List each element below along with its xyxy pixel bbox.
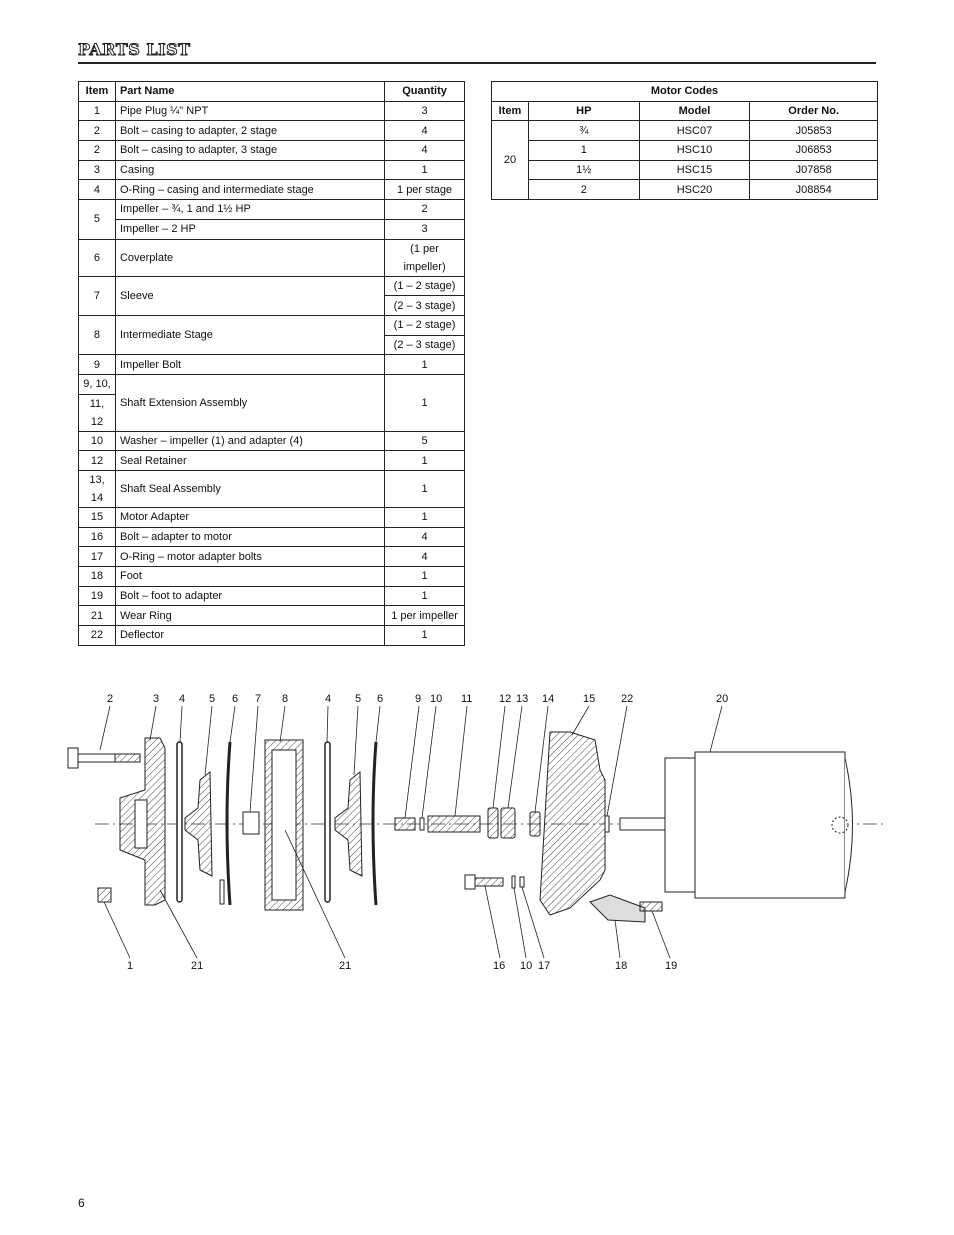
callout-label: 4	[179, 693, 186, 705]
header-part-name: Part Name	[115, 82, 384, 102]
table-row	[79, 586, 465, 606]
table-row	[79, 121, 465, 141]
shaft-seal-part	[501, 808, 515, 838]
table-row	[79, 374, 465, 394]
item-cell: 12	[79, 451, 116, 471]
callout-label: 17	[538, 960, 551, 972]
table-row	[492, 141, 878, 161]
table-row	[79, 219, 465, 239]
part-name-cell: Bolt – casing to adapter, 2 stage	[115, 121, 384, 141]
quantity-cell: 5	[385, 431, 465, 451]
table-row	[79, 431, 465, 451]
part-name-cell: Motor Adapter	[115, 508, 384, 528]
o-ring-part	[177, 742, 182, 902]
part-name-cell: O-Ring – motor adapter bolts	[115, 547, 384, 567]
order-no-cell: J08854	[750, 180, 878, 200]
table-row	[492, 160, 878, 180]
callout-label: 21	[339, 960, 352, 972]
sleeve-part	[243, 812, 259, 834]
item-cell: 2	[79, 141, 116, 161]
quantity-cell: 2	[385, 200, 465, 220]
intermediate-stage-part	[265, 740, 303, 910]
item-cell: 15	[79, 508, 116, 528]
quantity-cell: 1	[385, 471, 465, 508]
hp-cell: 2	[528, 180, 639, 200]
callout-label: 11	[461, 693, 473, 705]
item-cell: 1	[79, 101, 116, 121]
quantity-cell: (2 – 3 stage)	[385, 296, 465, 316]
part-name-cell: Wear Ring	[115, 606, 384, 626]
seal-retainer-part	[488, 808, 498, 838]
quantity-cell: 1	[385, 355, 465, 375]
page-title: PARTS LIST	[78, 40, 191, 59]
quantity-cell: 4	[385, 547, 465, 567]
motor-header-row	[492, 101, 878, 121]
casing-bolt-part	[68, 748, 140, 768]
seal-seat-part	[530, 812, 540, 836]
callout-label: 15	[583, 693, 596, 705]
motor-adapter-part	[540, 732, 605, 915]
callout-label: 12	[499, 693, 512, 705]
callout-label: 14	[542, 693, 555, 705]
part-name-cell: Pipe Plug ¼" NPT	[115, 101, 384, 121]
callout-label: 4	[325, 693, 332, 705]
deflector-part	[605, 816, 609, 832]
wear-ring-part	[220, 880, 224, 904]
item-cell: 18	[79, 567, 116, 587]
quantity-cell: 1	[385, 508, 465, 528]
item-cell: 21	[79, 606, 116, 626]
table-row	[492, 180, 878, 200]
callout-label: 5	[209, 693, 216, 705]
motor-part	[665, 752, 853, 898]
table-row	[79, 606, 465, 626]
quantity-cell: (1 – 2 stage)	[385, 315, 465, 335]
part-name-cell: Deflector	[115, 626, 384, 646]
hp-cell: 1	[528, 141, 639, 161]
quantity-cell: 1	[385, 374, 465, 431]
callout-label: 6	[232, 693, 239, 705]
header-item: Item	[79, 82, 116, 102]
part-name-cell: Coverplate	[115, 239, 384, 276]
table-row	[79, 180, 465, 200]
header-model: Model	[639, 101, 750, 121]
table-row	[79, 239, 465, 276]
table-row	[79, 160, 465, 180]
model-cell: HSC15	[639, 160, 750, 180]
table-row	[79, 547, 465, 567]
part-name-cell: Bolt – adapter to motor	[115, 527, 384, 547]
quantity-cell: (1 – 2 stage)	[385, 276, 465, 296]
item-cell: 19	[79, 586, 116, 606]
table-row	[79, 451, 465, 471]
quantity-cell: 1	[385, 160, 465, 180]
quantity-cell: 1	[385, 586, 465, 606]
quantity-cell: 1 per impeller	[385, 606, 465, 626]
title-rule	[78, 62, 876, 64]
callout-label: 10	[430, 693, 443, 705]
part-name-cell: Impeller – ¾, 1 and 1½ HP	[115, 200, 384, 220]
table-row	[79, 471, 465, 508]
part-name-cell: Washer – impeller (1) and adapter (4)	[115, 431, 384, 451]
coverplate-part	[227, 742, 230, 905]
callout-label: 6	[377, 693, 384, 705]
callout-label: 20	[716, 693, 729, 705]
item-cell: 7	[79, 276, 116, 315]
callout-label: 8	[282, 693, 289, 705]
motor-caption-row	[492, 82, 878, 102]
model-cell: HSC20	[639, 180, 750, 200]
coverplate-part-2	[373, 742, 376, 905]
part-name-cell: Impeller – 2 HP	[115, 219, 384, 239]
motor-shaft-part	[620, 818, 665, 830]
page-number: 6	[78, 1196, 85, 1210]
washer-part	[420, 818, 424, 830]
quantity-cell: 3	[385, 101, 465, 121]
callout-label: 1	[127, 960, 134, 972]
table-row	[79, 508, 465, 528]
table-row	[79, 626, 465, 646]
part-name-cell: Foot	[115, 567, 384, 587]
callout-label: 18	[615, 960, 628, 972]
part-name-cell: Impeller Bolt	[115, 355, 384, 375]
item-cell: 16	[79, 527, 116, 547]
header-quantity: Quantity	[385, 82, 465, 102]
foot-part	[590, 895, 645, 922]
callout-label: 2	[107, 693, 114, 705]
quantity-cell: 1	[385, 567, 465, 587]
top-callouts	[107, 693, 728, 705]
part-name-cell: Shaft Seal Assembly	[115, 471, 384, 508]
item-cell: 9	[79, 355, 116, 375]
model-cell: HSC10	[639, 141, 750, 161]
item-cell: 17	[79, 547, 116, 567]
callout-label: 22	[621, 693, 634, 705]
part-name-cell: Seal Retainer	[115, 451, 384, 471]
table-row	[79, 355, 465, 375]
part-name-cell: Bolt – casing to adapter, 3 stage	[115, 141, 384, 161]
part-name-cell: Shaft Extension Assembly	[115, 374, 384, 431]
part-name-cell: Bolt – foot to adapter	[115, 586, 384, 606]
motor-codes-table	[491, 81, 878, 200]
item-cell: 8	[79, 315, 116, 354]
impeller-part	[185, 772, 212, 876]
callout-label: 21	[191, 960, 204, 972]
item-cell: 22	[79, 626, 116, 646]
foot-bolt-part	[640, 902, 662, 911]
parts-table	[78, 81, 465, 646]
item-cell: 6	[79, 239, 116, 276]
callout-label: 10	[520, 960, 533, 972]
bolt-o-ring-part	[520, 877, 524, 887]
quantity-cell: 1	[385, 451, 465, 471]
adapter-bolt-shank	[475, 878, 503, 886]
quantity-cell: 4	[385, 527, 465, 547]
pipe-plug-part	[98, 888, 111, 902]
exploded-pump-diagram	[60, 680, 890, 980]
part-name-cell: Intermediate Stage	[115, 315, 384, 354]
callout-label: 7	[255, 693, 262, 705]
table-row	[492, 121, 878, 141]
motor-item-cell: 20	[492, 121, 529, 200]
callout-label: 16	[493, 960, 506, 972]
adapter-bolt-part	[465, 875, 475, 889]
quantity-cell: (1 per impeller)	[385, 239, 465, 276]
quantity-cell: 1	[385, 626, 465, 646]
table-row	[79, 315, 465, 335]
quantity-cell: 3	[385, 219, 465, 239]
motor-codes-caption: Motor Codes	[492, 82, 878, 102]
callout-label: 3	[153, 693, 160, 705]
quantity-cell: (2 – 3 stage)	[385, 335, 465, 355]
item-cell: 2	[79, 121, 116, 141]
part-name-cell: Casing	[115, 160, 384, 180]
adapter-washer-part	[512, 876, 515, 888]
part-name-cell: Sleeve	[115, 276, 384, 315]
hp-cell: 1½	[528, 160, 639, 180]
header-order-no: Order No.	[750, 101, 878, 121]
casing-part	[120, 738, 165, 905]
parts-header-row	[79, 82, 465, 102]
item-cell: 9, 10,	[79, 374, 116, 394]
table-row	[79, 567, 465, 587]
header-item: Item	[492, 101, 529, 121]
table-row	[79, 276, 465, 296]
table-row	[79, 101, 465, 121]
item-cell: 11, 12	[79, 394, 116, 431]
callout-label: 13	[516, 693, 529, 705]
impeller-bolt-part	[395, 818, 415, 830]
callout-label: 19	[665, 960, 678, 972]
item-cell: 3	[79, 160, 116, 180]
impeller-part-2	[335, 772, 362, 876]
bottom-callouts	[127, 960, 677, 972]
table-row	[79, 141, 465, 161]
order-no-cell: J05853	[750, 121, 878, 141]
hp-cell: ¾	[528, 121, 639, 141]
item-cell: 5	[79, 200, 116, 239]
callout-label: 9	[415, 693, 422, 705]
header-hp: HP	[528, 101, 639, 121]
item-cell: 4	[79, 180, 116, 200]
order-no-cell: J07858	[750, 160, 878, 180]
order-no-cell: J06853	[750, 141, 878, 161]
part-name-cell: O-Ring – casing and intermediate stage	[115, 180, 384, 200]
quantity-cell: 4	[385, 121, 465, 141]
quantity-cell: 1 per stage	[385, 180, 465, 200]
o-ring-part-2	[325, 742, 330, 902]
quantity-cell: 4	[385, 141, 465, 161]
item-cell: 13, 14	[79, 471, 116, 508]
callout-label: 5	[355, 693, 362, 705]
item-cell: 10	[79, 431, 116, 451]
shaft-extension-part	[428, 816, 480, 832]
model-cell: HSC07	[639, 121, 750, 141]
table-row	[79, 200, 465, 220]
table-row	[79, 527, 465, 547]
